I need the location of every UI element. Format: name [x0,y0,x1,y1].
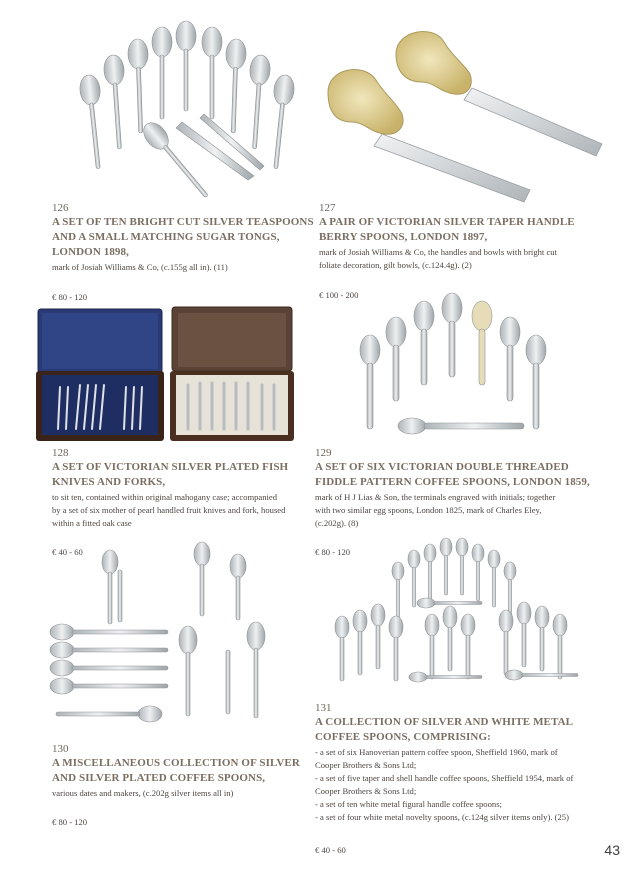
lot-number: 131 [315,702,332,714]
lot-130 [52,743,322,800]
lot-title-line: A SET OF TEN BRIGHT CUT SILVER TEASPOONS [52,216,314,228]
lot-title [52,460,322,490]
lot-number: 128 [52,447,69,459]
lot-title [315,460,620,490]
lot-128 [52,447,322,530]
lot-description [52,787,322,800]
lot-number: 129 [315,447,332,459]
lot-title-line: KNIVES AND FORKS, [52,476,166,488]
lot-description [315,491,620,530]
lot-description [52,261,322,274]
lot-title-line: A COLLECTION OF SILVER AND WHITE METAL [315,716,574,728]
lot-131-photo [322,535,582,685]
lot-description-line: mark of Josiah Williams & Co, (c.155g all in). (11) [52,262,228,272]
lot-description-line: to sit ten, contained within original mahogany case; accompanied [52,492,278,502]
lot-description-line: various dates and makers, (c.202g silver items all in) [52,788,234,798]
lot-description-line: - a set of four white metal novelty spoons, (c.124g silver items only). (25) [315,812,569,822]
lot-title-line: BERRY SPOONS, LONDON 1897, [319,231,488,243]
lot-127 [319,202,619,272]
lot-title-line: FIDDLE PATTERN COFFEE SPOONS, LONDON 1859, [315,476,590,488]
lot-description [52,491,322,530]
lot-130-photo [38,540,278,730]
lot-129-estimate: € 80 - 120 [315,547,351,557]
lot-description-line: foliate decoration, gilt bowls, (c.124.4g). (2) [319,260,472,270]
lot-description-line: by a set of six mother of pearl handled fruit knives and fork, housed [52,505,286,515]
lot-title [52,756,322,786]
lot-title-line: COFFEE SPOONS, COMPRISING: [315,731,491,743]
lot-127-estimate: € 100 - 200 [319,290,359,300]
lot-description-line: mark of Josiah Williams & Co, the handles and bowls with bright cut [319,247,557,257]
lot-description-line: - a set of five taper and shell handle coffee spoons, Sheffield 1954, mark of [315,773,574,783]
lot-title-line: A SET OF VICTORIAN SILVER PLATED FISH [52,461,289,473]
lot-title-line: A SET OF SIX VICTORIAN DOUBLE THREADED [315,461,569,473]
lot-number: 126 [52,202,69,214]
lot-title-line: LONDON 1898, [52,246,129,258]
lot-description [319,246,619,272]
lot-description-line: within a fitted oak case [52,518,132,528]
lot-131-estimate: € 40 - 60 [315,845,346,855]
lot-130-estimate: € 80 - 120 [52,817,88,827]
lot-number: 130 [52,743,69,755]
lot-description-line: (c.202g). (8) [315,518,359,528]
lot-126-estimate: € 80 - 120 [52,292,88,302]
lot-131 [315,702,620,824]
lot-129-photo [350,290,560,440]
lot-title-line: A PAIR OF VICTORIAN SILVER TAPER HANDLE [319,216,575,228]
lot-number: 127 [319,202,336,214]
lot-description-line: with two similar egg spoons, London 1825, mark of Charles Eley, [315,505,542,515]
lot-title [52,215,322,260]
lot-title [319,215,619,245]
lot-description-line: Cooper Brothers & Sons Ltd; [315,786,417,796]
page-number: 43 [604,842,620,858]
lot-126-photo [72,10,300,200]
lot-title-line: A MISCELLANEOUS COLLECTION OF SILVER [52,757,300,769]
lot-description-line: - a set of six Hanoverian pattern coffee spoon, Sheffield 1960, mark of [315,747,558,757]
lot-128-photo [36,305,294,443]
lot-127-photo [322,24,612,204]
lot-description-line: Cooper Brothers & Sons Ltd; [315,760,417,770]
lot-title [315,715,620,745]
lot-126 [52,202,322,274]
lot-128-estimate: € 40 - 60 [52,547,83,557]
lot-description-line: - a set of ten white metal figural handle coffee spoons; [315,799,502,809]
lot-title-line: AND SILVER PLATED COFFEE SPOONS, [52,772,266,784]
lot-description [315,746,620,824]
lot-description-line: mark of H J Lias & Son, the terminals engraved with initials; together [315,492,556,502]
lot-129 [315,447,620,530]
lot-title-line: AND A SMALL MATCHING SUGAR TONGS, [52,231,280,243]
